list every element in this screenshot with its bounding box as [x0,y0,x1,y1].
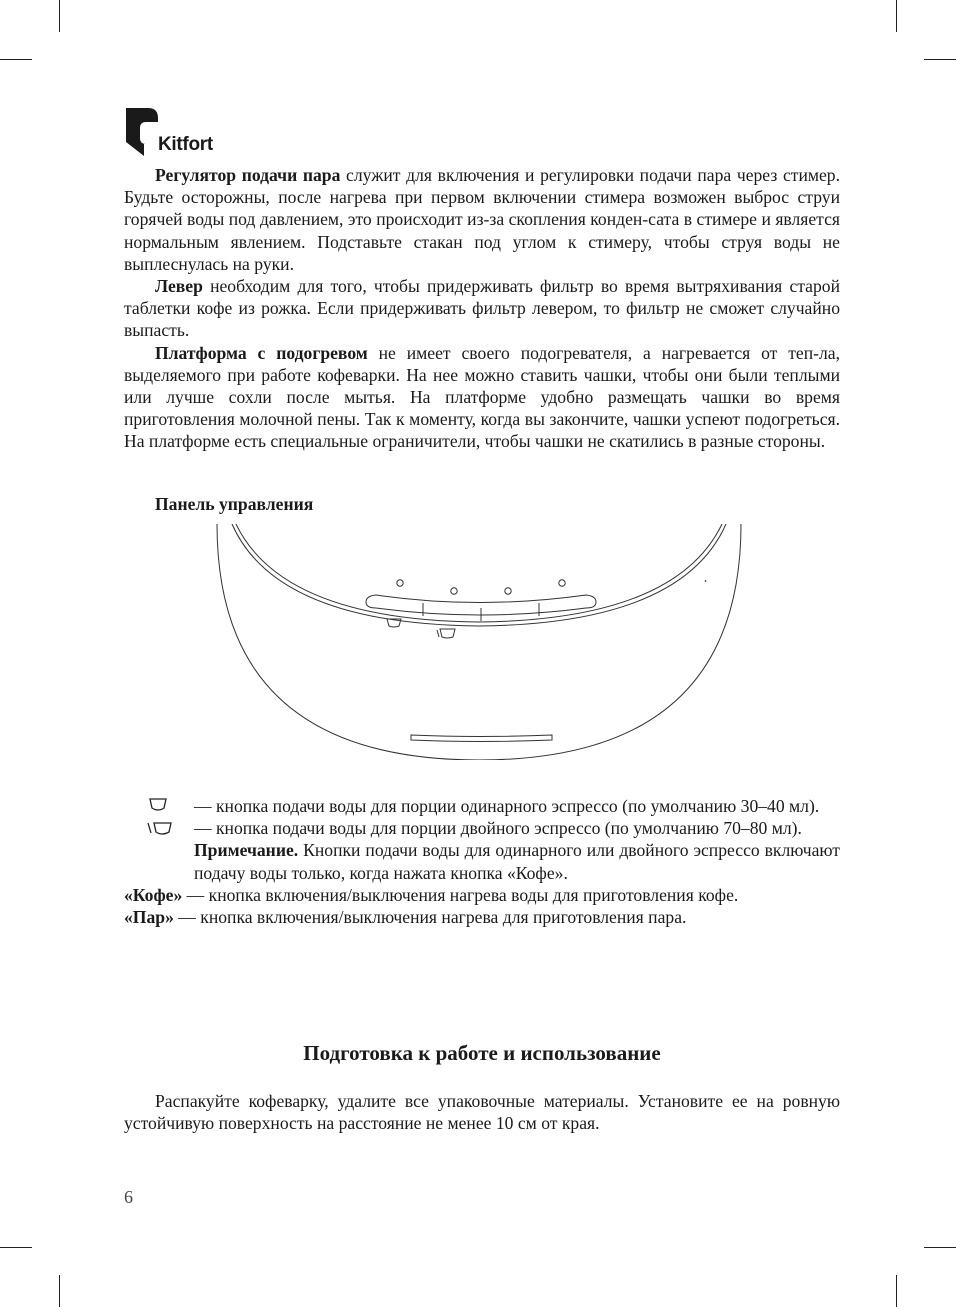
note-text: Кнопки подачи воды для одинарного или двойного эспрессо включают подачу воды только, когда нажата кнопка «Кофе». [194,840,840,883]
coffee-text: — кнопка включения/выключения нагрева воды для приготовления кофе. [182,884,739,905]
panel-inner-arc [232,524,726,626]
double-cup-icon [440,629,455,638]
brand-logo [124,108,244,156]
indicator-light [451,588,457,594]
paragraph [124,164,840,275]
section-body [124,1090,840,1134]
paragraph: Распакуйте кофеварку, удалите все упаковочные материалы. Установите ее на ровную устойчивую поверхность на расстояние не менее 10 см от края. [124,1091,840,1134]
crop-mark [896,1275,897,1307]
paragraph [124,342,840,453]
crop-mark [924,1247,956,1248]
indicator-light [559,580,565,586]
indicator-light [505,588,511,594]
legend-line [124,884,840,906]
brand-name: Kitfort [158,134,213,155]
crop-mark [59,0,60,32]
panel-mark [705,580,706,582]
paragraph-text: необходим для того, чтобы придерживать фильтр во время вытряхивания старой таблетки кофе из рожка. Если придерживать фильтр левером, то фильтр не сможет случайно выпасть. [124,276,840,341]
kitfort-mark-icon [124,108,158,156]
legend [124,795,840,928]
control-panel-diagram [216,524,742,760]
legend-row [124,795,840,817]
double-cup-icon [142,819,176,837]
term: Регулятор подачи пара [155,165,341,185]
paragraph-text: служит для включения и регулировки подачи пара через стимер. Будьте осторожны, после нагрева при первом включении стимера возможен выброс струи горячей воды под давлением, это происходит из-за скопления конден-сата в стимере и является нормальным явлением. Подставьте стакан под углом к стимеру, чтобы струя воды не выплеснулась на руки. [124,165,840,274]
crop-mark [0,1247,32,1248]
crop-mark [896,0,897,32]
body-text [124,164,840,453]
panel-heading: Панель управления [155,494,314,514]
legend-row [124,817,840,839]
panel-outer-outline [217,524,741,760]
coffee-label: «Кофе» [124,884,183,905]
term: Платформа с подогревом [155,342,368,363]
panel-inner-arc [236,524,722,622]
section-title: Подготовка к работе и использование [303,1041,661,1065]
term: Левер [155,276,203,297]
paragraph-text: не имеет своего подогревателя, а нагревается от теп-ла, выделяемого при работе кофеварки. На нее можно ставить чашки, чтобы они были теплыми или лучше сохли после мытья. На платформе удобно размещать чашки во время приготовления молочной пены. Так к моменту, когда вы закончите, чашки успеют подогреться. На платформе есть специальные ограничители, чтобы чашки не скатились в разные стороны. [124,342,840,452]
legend-line [124,906,840,928]
legend-text: — кнопка подачи воды для порции одинарного эспрессо (по умолчанию 30–40 мл). [194,796,820,816]
drip-tray-slot [411,735,552,742]
crop-mark [924,59,956,60]
crop-mark [59,1275,60,1307]
page-number: 6 [124,1187,133,1207]
single-cup-icon [142,797,170,813]
paragraph [124,275,840,342]
note-label: Примечание. [194,840,299,861]
steam-text: — кнопка включения/выключения нагрева для приготовления пара. [173,907,687,928]
crop-mark [0,59,32,60]
indicator-light [397,580,403,586]
double-cup-icon [437,630,439,637]
steam-label: «Пар» [124,907,174,928]
legend-note [124,839,840,883]
legend-text: — кнопка подачи воды для порции двойного эспрессо (по умолчанию 70–80 мл). [194,818,802,839]
